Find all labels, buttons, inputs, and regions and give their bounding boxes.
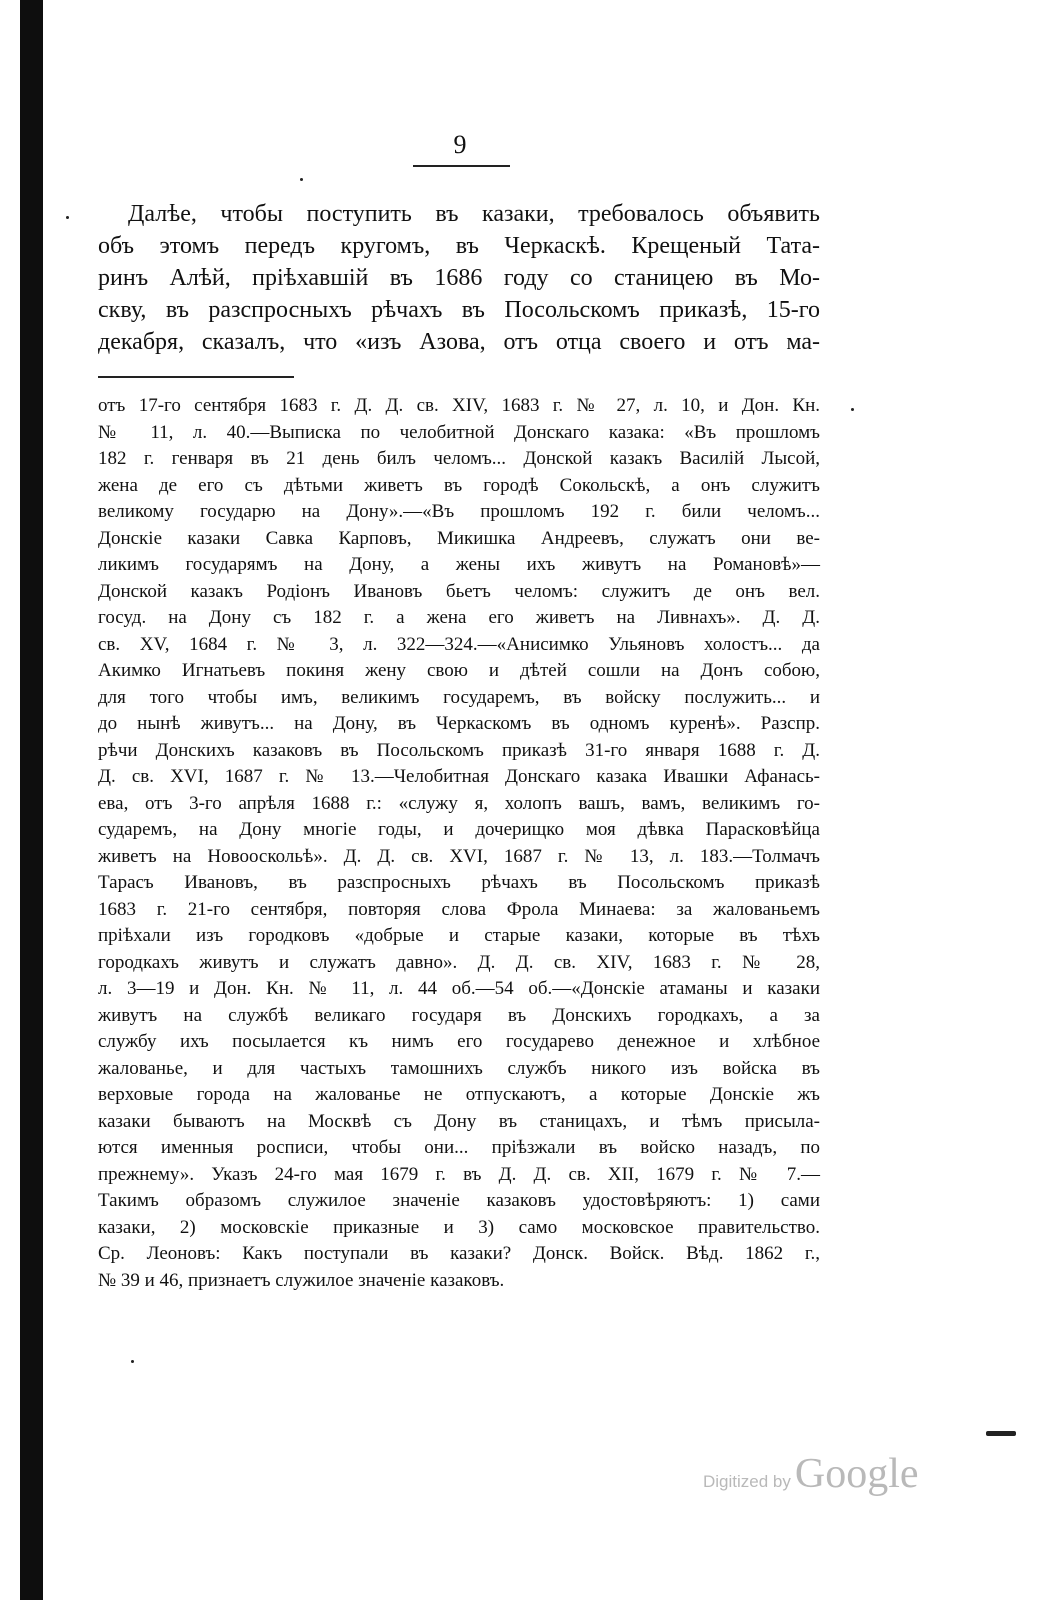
footnote-line: службу ихъ посылается къ нимъ его государево денежное и хлѣбное: [98, 1031, 820, 1052]
scan-speck: [986, 1431, 1016, 1436]
body-line: ринъ Алѣй, пріѣхавшій въ 1686 году со станицею въ Мо-: [98, 265, 820, 291]
scan-page-edge: [20, 0, 43, 1600]
body-line: Далѣе, чтобы поступить въ казаки, требовалось объявить: [128, 201, 820, 227]
footnote-line: Донской казакъ Родіонъ Ивановъ бьетъ челомъ: служитъ де онъ вел.: [98, 580, 820, 602]
footnote-line: жена де его съ дѣтьми живетъ въ городѣ Сокольскѣ, а онъ служитъ: [98, 474, 820, 496]
footnote-line: живетъ на Новооскольѣ». Д. Д. св. XVI, 1687 г. № 13, л. 183.—Толмачъ: [98, 845, 820, 867]
google-logo: Google: [794, 1451, 919, 1497]
footnote-line: для того чтобы имъ, великимъ государемъ, въ войску послужить... и: [98, 686, 820, 708]
footnote-line: № 11, л. 40.—Выписка по челобитной Донскаго казака: «Въ прошломъ: [98, 421, 820, 443]
scan-speck: [66, 216, 69, 219]
footnote-line: 182 г. генваря въ 21 день билъ челомъ... Донской казакъ Василій Лысой,: [98, 448, 820, 469]
scan-speck: [300, 178, 303, 181]
footnote-line: городкахъ живутъ и служатъ давно». Д. Д. св. XIV, 1683 г. № 28,: [98, 951, 820, 973]
footnote-line: 1683 г. 21-го сентября, повторяя слова Фрола Минаева: за жалованьемъ: [98, 898, 820, 920]
body-line: скву, въ разспросныхъ рѣчахъ въ Посольскомъ приказѣ, 15-го: [98, 297, 820, 323]
footnote-line: л. 3—19 и Дон. Кн. № 11, л. 44 об.—54 об.—«Донскіе атаманы и казаки: [98, 978, 820, 999]
page-number: 9: [453, 130, 467, 159]
footnote-line: казаки бываютъ на Москвѣ съ Дону въ станицахъ, и тѣмъ присыла-: [98, 1110, 820, 1132]
footnote-line: св. XV, 1684 г. № 3, л. 322—324.—«Анисимко Ульяновъ холостъ... да: [98, 633, 820, 655]
footnote-line: Д. св. XVI, 1687 г. № 13.—Челобитная Донскаго казака Ивашки Афанась-: [98, 766, 820, 787]
footnote-line: сударемъ, на Дону многіе годы, и дочерищко моя дѣвка Парасковѣйца: [98, 819, 820, 840]
footnote-line: ликимъ государямъ на Дону, а жены ихъ живутъ на Романовѣ»—: [98, 554, 820, 575]
watermark-prefix: Digitized by: [703, 1472, 791, 1491]
footnote-line: рѣчи Донскихъ казаковъ въ Посольскомъ приказѣ 31-го января 1688 г. Д.: [98, 739, 820, 761]
body-line: объ этомъ передъ кругомъ, въ Черкаскѣ. Крещеный Тата-: [98, 233, 820, 259]
footnote-line: Тарасъ Ивановъ, въ разспросныхъ рѣчахъ въ Посольскомъ приказѣ: [98, 872, 820, 893]
footnote-line: ева, отъ 3-го апрѣля 1688 г.: «служу я, холопъ вашъ, вамъ, великимъ го-: [98, 792, 820, 814]
footnote-line: верховые города на жалованье не отпускаютъ, а которые Донскіе жъ: [98, 1084, 820, 1105]
footnote-line: Такимъ образомъ служилое значеніе казаковъ удостовѣряютъ: 1) сами: [98, 1190, 820, 1211]
footnote-line: Донскіе казаки Савка Карповъ, Микишка Андреевъ, служатъ они ве-: [98, 527, 820, 549]
footnote-line: до нынѣ живутъ... на Дону, въ Черкаскомъ въ одномъ куренѣ». Разспр.: [98, 713, 820, 734]
footnote-line: прежнему». Указъ 24-го мая 1679 г. въ Д. Д. св. XII, 1679 г. № 7.—: [98, 1163, 820, 1185]
footnote-line: Акимко Игнатьевъ покиня жену свою и дѣтей сошли на Донъ собою,: [98, 660, 820, 681]
footnote-line: № 39 и 46, признаетъ служилое значеніе казаковъ.: [98, 1269, 505, 1291]
footnote-line: казаки, 2) московскіе приказные и 3) само московское правительство.: [98, 1216, 820, 1238]
footnote-line: жалованье, и для частыхъ тамошнихъ службъ никого изъ войска въ: [98, 1057, 820, 1079]
body-line: декабря, сказалъ, что «изъ Азова, отъ отца своего и отъ ма-: [98, 329, 820, 355]
footnote-line: Ср. Леоновъ: Какъ поступали въ казаки? Донск. Войск. Вѣд. 1862 г.,: [98, 1243, 820, 1264]
footnote-line: живутъ на службѣ великаго государя въ Донскихъ городкахъ, а за: [98, 1004, 820, 1026]
footnote-line: ются именныя росписи, чтобы они... пріѣзжали въ войско назадъ, по: [98, 1137, 820, 1158]
footnote-line: пріѣхали изъ городковъ «добрые и старые казаки, которые въ тѣхъ: [98, 925, 820, 946]
scan-speck: [851, 408, 854, 411]
footnote-line: великому государю на Дону».—«Въ прошломъ 192 г. били челомъ...: [98, 501, 820, 522]
scan-speck: [131, 1360, 134, 1363]
footnote-line: госуд. на Дону съ 182 г. а жена его живетъ на Ливнахъ». Д. Д.: [98, 607, 820, 628]
footnote-separator: [98, 376, 294, 378]
footnote-line: отъ 17-го сентября 1683 г. Д. Д. св. XIV, 1683 г. № 27, л. 10, и Дон. Кн.: [98, 395, 820, 416]
digitized-by-google-watermark: [703, 1450, 919, 1498]
page-number-rule: [413, 165, 510, 167]
